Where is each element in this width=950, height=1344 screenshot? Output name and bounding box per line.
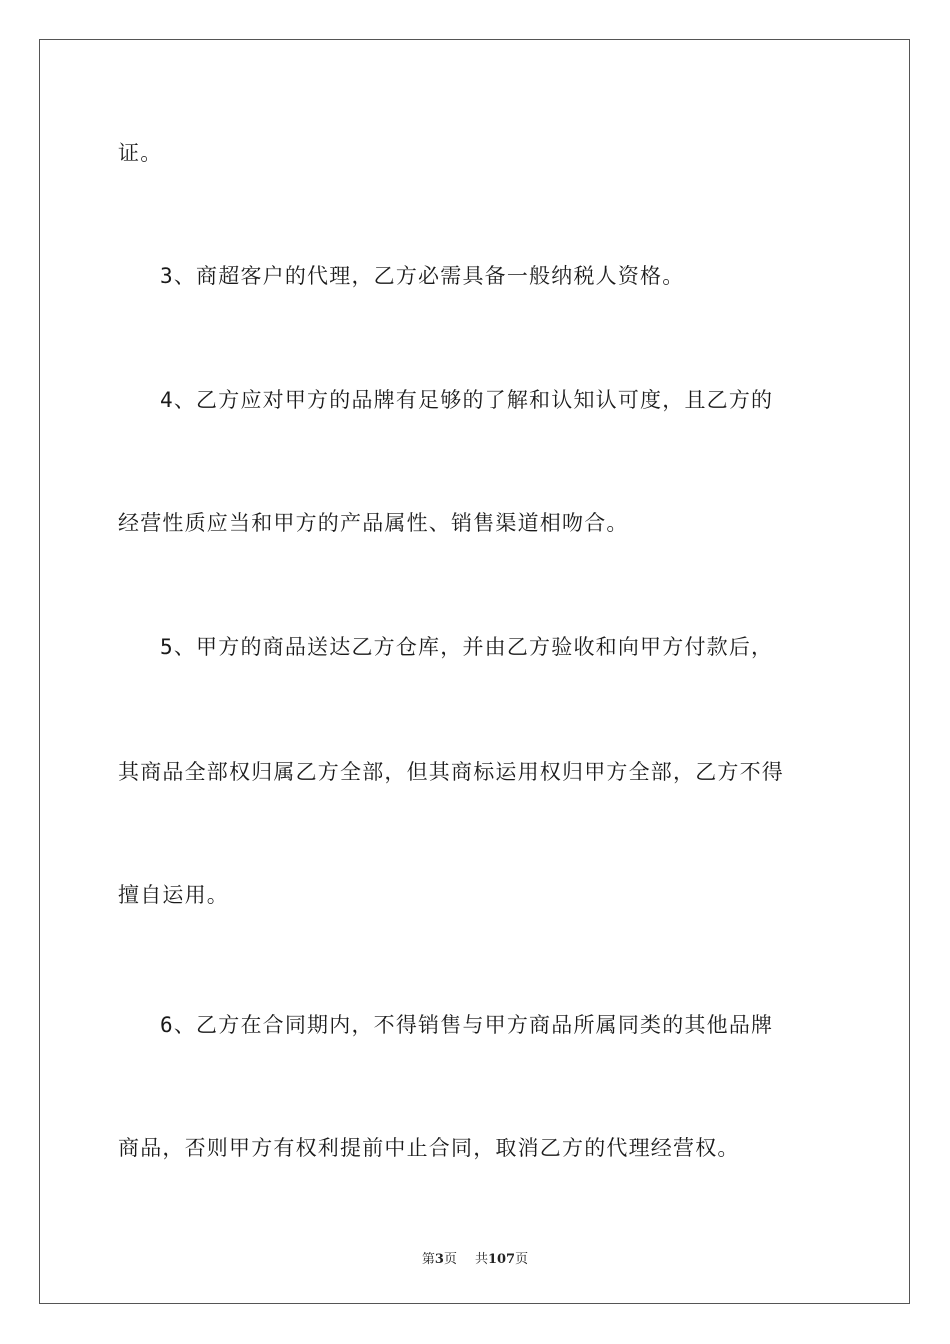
page-border — [39, 39, 910, 1304]
paragraph-line: 经营性质应当和甲方的产品属性、销售渠道相吻合。 — [118, 511, 629, 535]
page-footer — [0, 1248, 950, 1267]
total-prefix: 共 — [474, 1252, 488, 1267]
page-suffix: 页 — [443, 1252, 457, 1267]
total-suffix: 页 — [515, 1252, 529, 1267]
paragraph-line: 6、乙方在合同期内，不得销售与甲方商品所属同类的其他品牌 — [160, 1013, 774, 1037]
paragraph-line: 证。 — [118, 141, 163, 165]
paragraph-line: 5、甲方的商品送达乙方仓库，并由乙方验收和向甲方付款后， — [160, 635, 774, 659]
total-pages: 107 — [487, 1252, 516, 1267]
paragraph-line: 商品，否则甲方有权利提前中止合同，取消乙方的代理经营权。 — [118, 1136, 740, 1160]
paragraph-line: 4、乙方应对甲方的品牌有足够的了解和认知认可度，且乙方的 — [160, 388, 774, 412]
page-prefix: 第 — [421, 1252, 435, 1267]
page-number: 3 — [434, 1252, 444, 1267]
paragraph-line: 其商品全部权归属乙方全部，但其商标运用权归甲方全部，乙方不得 — [118, 760, 784, 784]
paragraph-line: 擅自运用。 — [118, 883, 229, 907]
paragraph-line: 3、商超客户的代理，乙方必需具备一般纳税人资格。 — [160, 264, 685, 288]
